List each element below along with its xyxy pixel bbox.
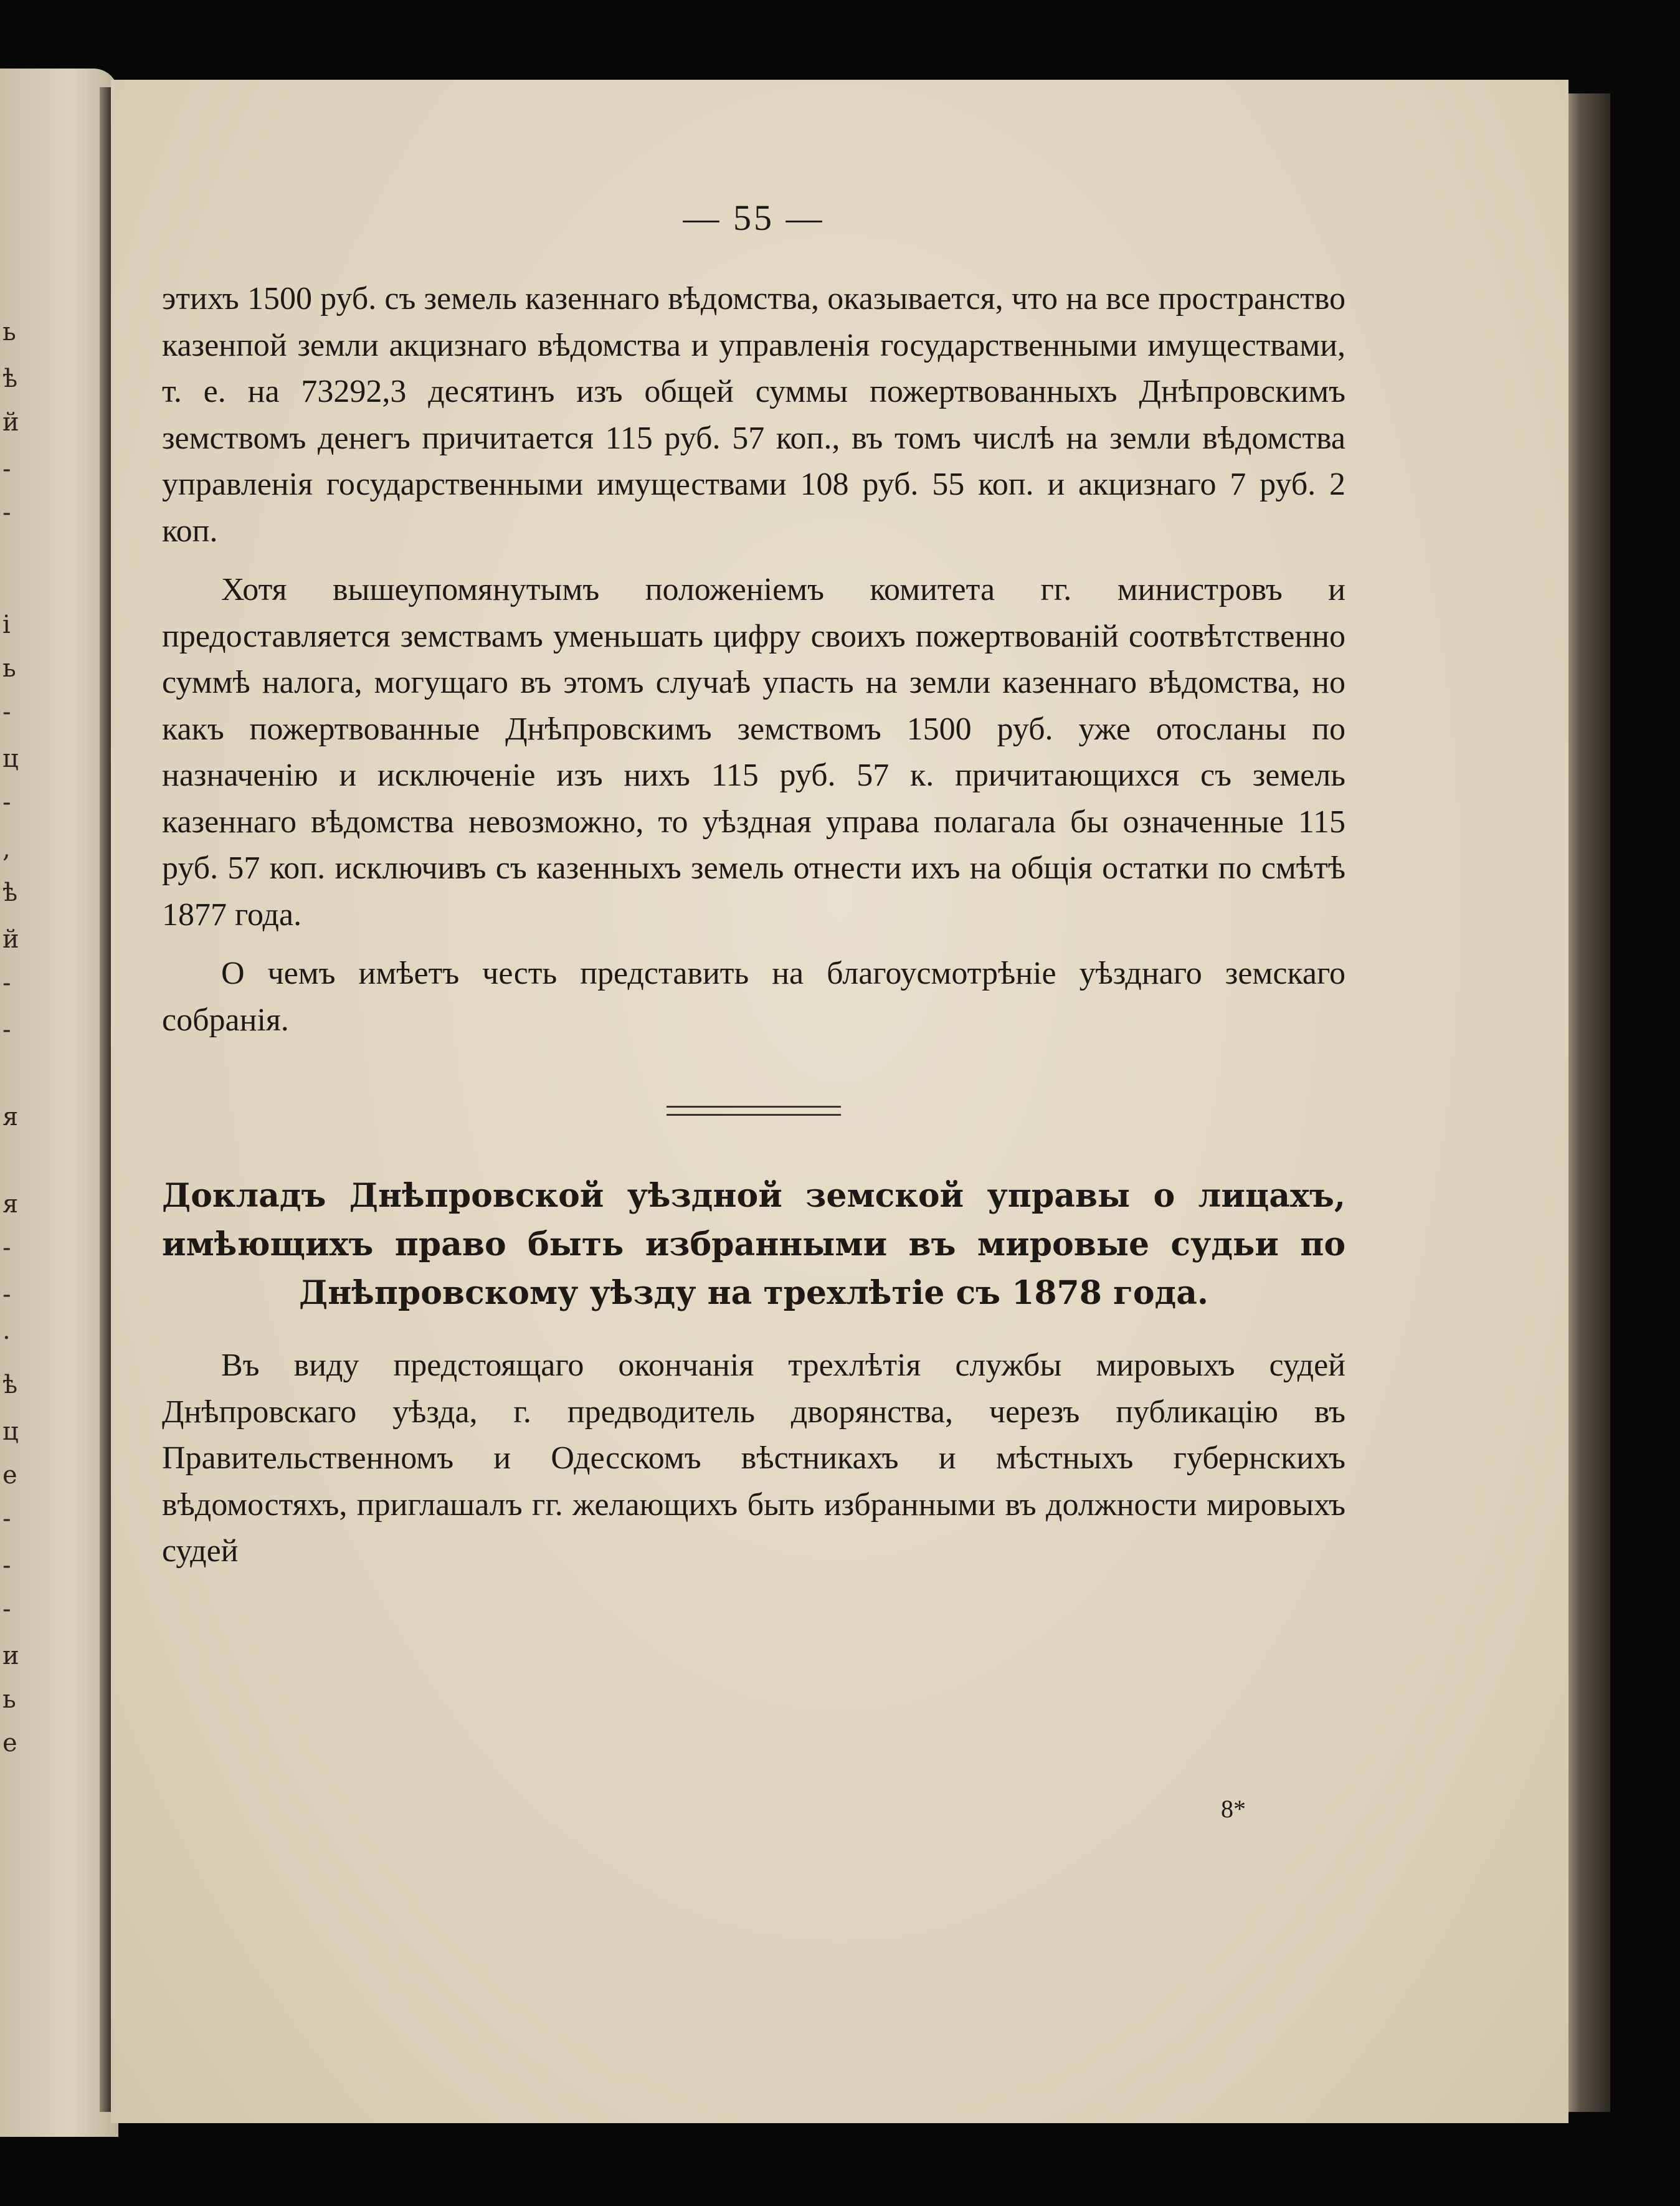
paragraph: Хотя вышеупомянутымъ положеніемъ комитета гг. министровъ и предоставляется земствамъ уменьшать цифру своихъ пожертвованій соотвѣтственно суммѣ налога, могущаго въ этомъ случаѣ упасть на земли казеннаго вѣдомства, но какъ пожертвованные Днѣпровскимъ земствомъ 1500 руб. уже отосланы по назначенію и исключеніе изъ нихъ 115 руб. 57 к. причитающихся съ земель казеннаго вѣдомства невозможно, то уѣздная управа полагала бы означенные 115 руб. 57 коп. исключивъ съ казенныхъ земель отнести ихъ на общія остатки по смѣтѣ 1877 года. — [162, 572, 1345, 933]
edge-letter: · — [2, 1324, 11, 1353]
edge-letter: - — [2, 969, 11, 997]
edge-letter: і — [2, 611, 11, 639]
signature-mark: 8* — [1221, 1795, 1246, 1823]
edge-letter: - — [2, 1505, 11, 1533]
edge-letter: - — [2, 1551, 11, 1580]
edge-letter: е — [2, 1461, 17, 1490]
section-divider — [667, 1106, 841, 1116]
edge-letter: ь — [2, 1685, 16, 1714]
paragraph: О чемъ имѣетъ честь представить на благоусмотрѣніе уѣзднаго земскаго собранія. — [162, 956, 1345, 1038]
edge-letter: - — [2, 698, 11, 726]
edge-letter: ь — [2, 654, 16, 683]
edge-letter: е — [2, 1729, 17, 1757]
edge-letter: - — [2, 1280, 11, 1309]
page-number: — 55 — — [683, 197, 825, 238]
edge-letter: я — [2, 1103, 19, 1131]
edge-letter: и — [2, 1642, 19, 1670]
edge-letter: й — [2, 925, 19, 954]
paragraph: этихъ 1500 руб. съ земель казеннаго вѣдомства, оказывается, что на все пространство казенпой земли акцизнаго вѣдомства и управленія государственными имуществами, т. е. на 73292,3 десятинъ изъ общей суммы пожертвованныхъ Днѣпровскимъ земствомъ денегъ причитается 115 руб. 57 коп., въ томъ числѣ на земли вѣдомства управленія государственными имуществами 108 руб. 55 коп. и акцизнаго 7 руб. 2 коп. — [162, 281, 1345, 549]
page-text — [162, 197, 1345, 1587]
edge-letter: я — [2, 1190, 19, 1219]
left-page-letters — [0, 69, 25, 2137]
edge-letter: ѣ — [2, 878, 18, 907]
paragraph: Въ виду предстоящаго окончанія трехлѣтія службы мировыхъ судей Днѣпровскаго уѣзда, г. предводитель дворянства, черезъ публикацію въ Правительственномъ и Одесскомъ вѣстникахъ и мѣстныхъ губернскихъ вѣдомостяхъ, приглашалъ гг. желающихъ быть избранными въ должности мировыхъ судей — [162, 1348, 1345, 1569]
section-heading: Докладъ Днѣпровской уѣздной земской управы о лицахъ, имѣющихъ право быть избранными въ мировые судьи по Днѣпровскому уѣзду на трехлѣтіе съ 1878 года. — [162, 1177, 1345, 1312]
edge-letter: - — [2, 1234, 11, 1262]
edge-letter: - — [2, 788, 11, 817]
edge-letter: - — [2, 1595, 11, 1624]
edge-letter: - — [2, 498, 11, 527]
edge-letter: й — [2, 408, 19, 437]
edge-letter: ц — [2, 1417, 19, 1446]
edge-letter: ь — [2, 318, 16, 346]
edge-letter: , — [2, 835, 11, 863]
edge-letter: ѣ — [2, 1371, 18, 1399]
edge-letter: ѣ — [2, 364, 18, 393]
edge-letter: - — [2, 1015, 11, 1044]
edge-letter: - — [2, 455, 11, 483]
edge-letter: ц — [2, 744, 19, 773]
